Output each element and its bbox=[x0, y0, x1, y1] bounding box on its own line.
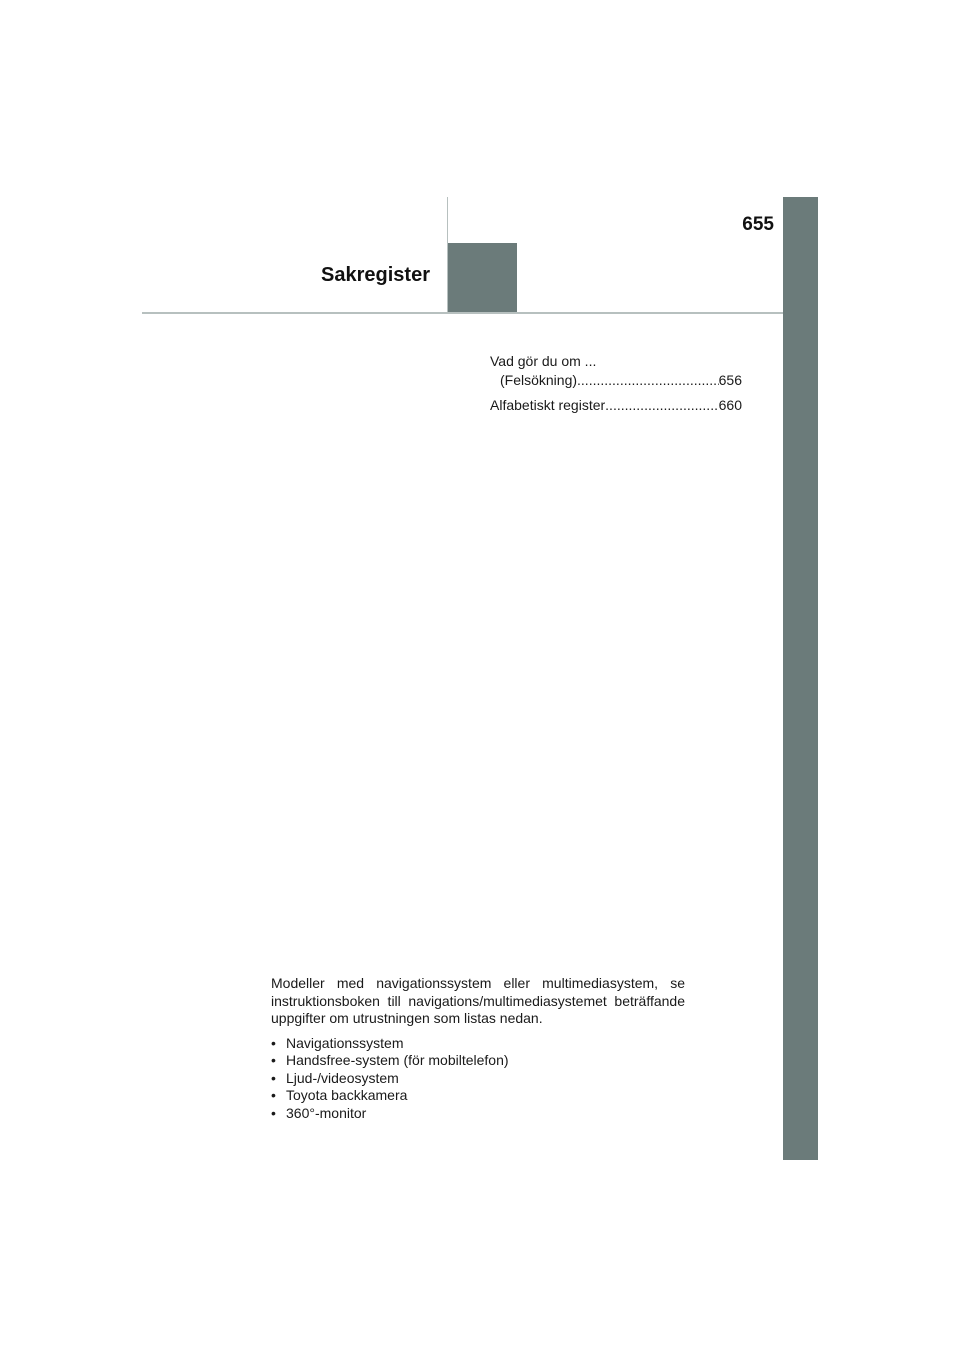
list-item bbox=[271, 1035, 685, 1053]
header-rule bbox=[142, 312, 783, 314]
bullet-icon: • bbox=[271, 1069, 276, 1086]
list-item bbox=[271, 1052, 685, 1070]
header-block bbox=[448, 243, 517, 313]
note-paragraph: Modeller med navigationssystem eller multimediasystem, se instruktionsboken till navigations/multimediasystemet beträffande uppgifter om utrustningen som listas nedan. bbox=[271, 975, 685, 1026]
list-item bbox=[271, 1070, 685, 1088]
bullet-icon: • bbox=[271, 1104, 276, 1121]
list-item-text: Ljud-/videosystem bbox=[286, 1069, 399, 1086]
toc-entry-index[interactable] bbox=[490, 396, 742, 415]
table-of-contents bbox=[490, 352, 742, 415]
list-item-text: Handsfree-system (för mobiltelefon) bbox=[286, 1052, 509, 1068]
toc-entry-label: (Felsökning) bbox=[500, 372, 578, 388]
list-item-text: Toyota backkamera bbox=[286, 1087, 408, 1103]
bullet-icon: • bbox=[271, 1034, 276, 1051]
side-tab bbox=[783, 197, 818, 1160]
multimedia-note bbox=[271, 975, 685, 1122]
equipment-list bbox=[271, 1035, 685, 1123]
list-item bbox=[271, 1087, 685, 1105]
bullet-icon: • bbox=[271, 1087, 276, 1103]
toc-entry-troubleshooting[interactable] bbox=[490, 352, 742, 390]
list-item-text: 360°-monitor bbox=[286, 1104, 367, 1121]
section-title: Sakregister bbox=[321, 264, 430, 286]
bullet-icon: • bbox=[271, 1052, 276, 1068]
toc-entry-label: Alfabetiskt register bbox=[490, 397, 606, 413]
toc-entry-row bbox=[490, 371, 742, 390]
page-number: 655 bbox=[742, 214, 774, 235]
toc-entry-line: Vad gör du om ... bbox=[490, 353, 597, 369]
list-item bbox=[271, 1105, 685, 1123]
toc-leader-dots bbox=[577, 371, 719, 390]
toc-page-number: 656 bbox=[718, 372, 742, 388]
toc-leader-dots bbox=[605, 396, 718, 415]
toc-page-number: 660 bbox=[718, 397, 742, 413]
list-item-text: Navigationssystem bbox=[286, 1034, 404, 1051]
